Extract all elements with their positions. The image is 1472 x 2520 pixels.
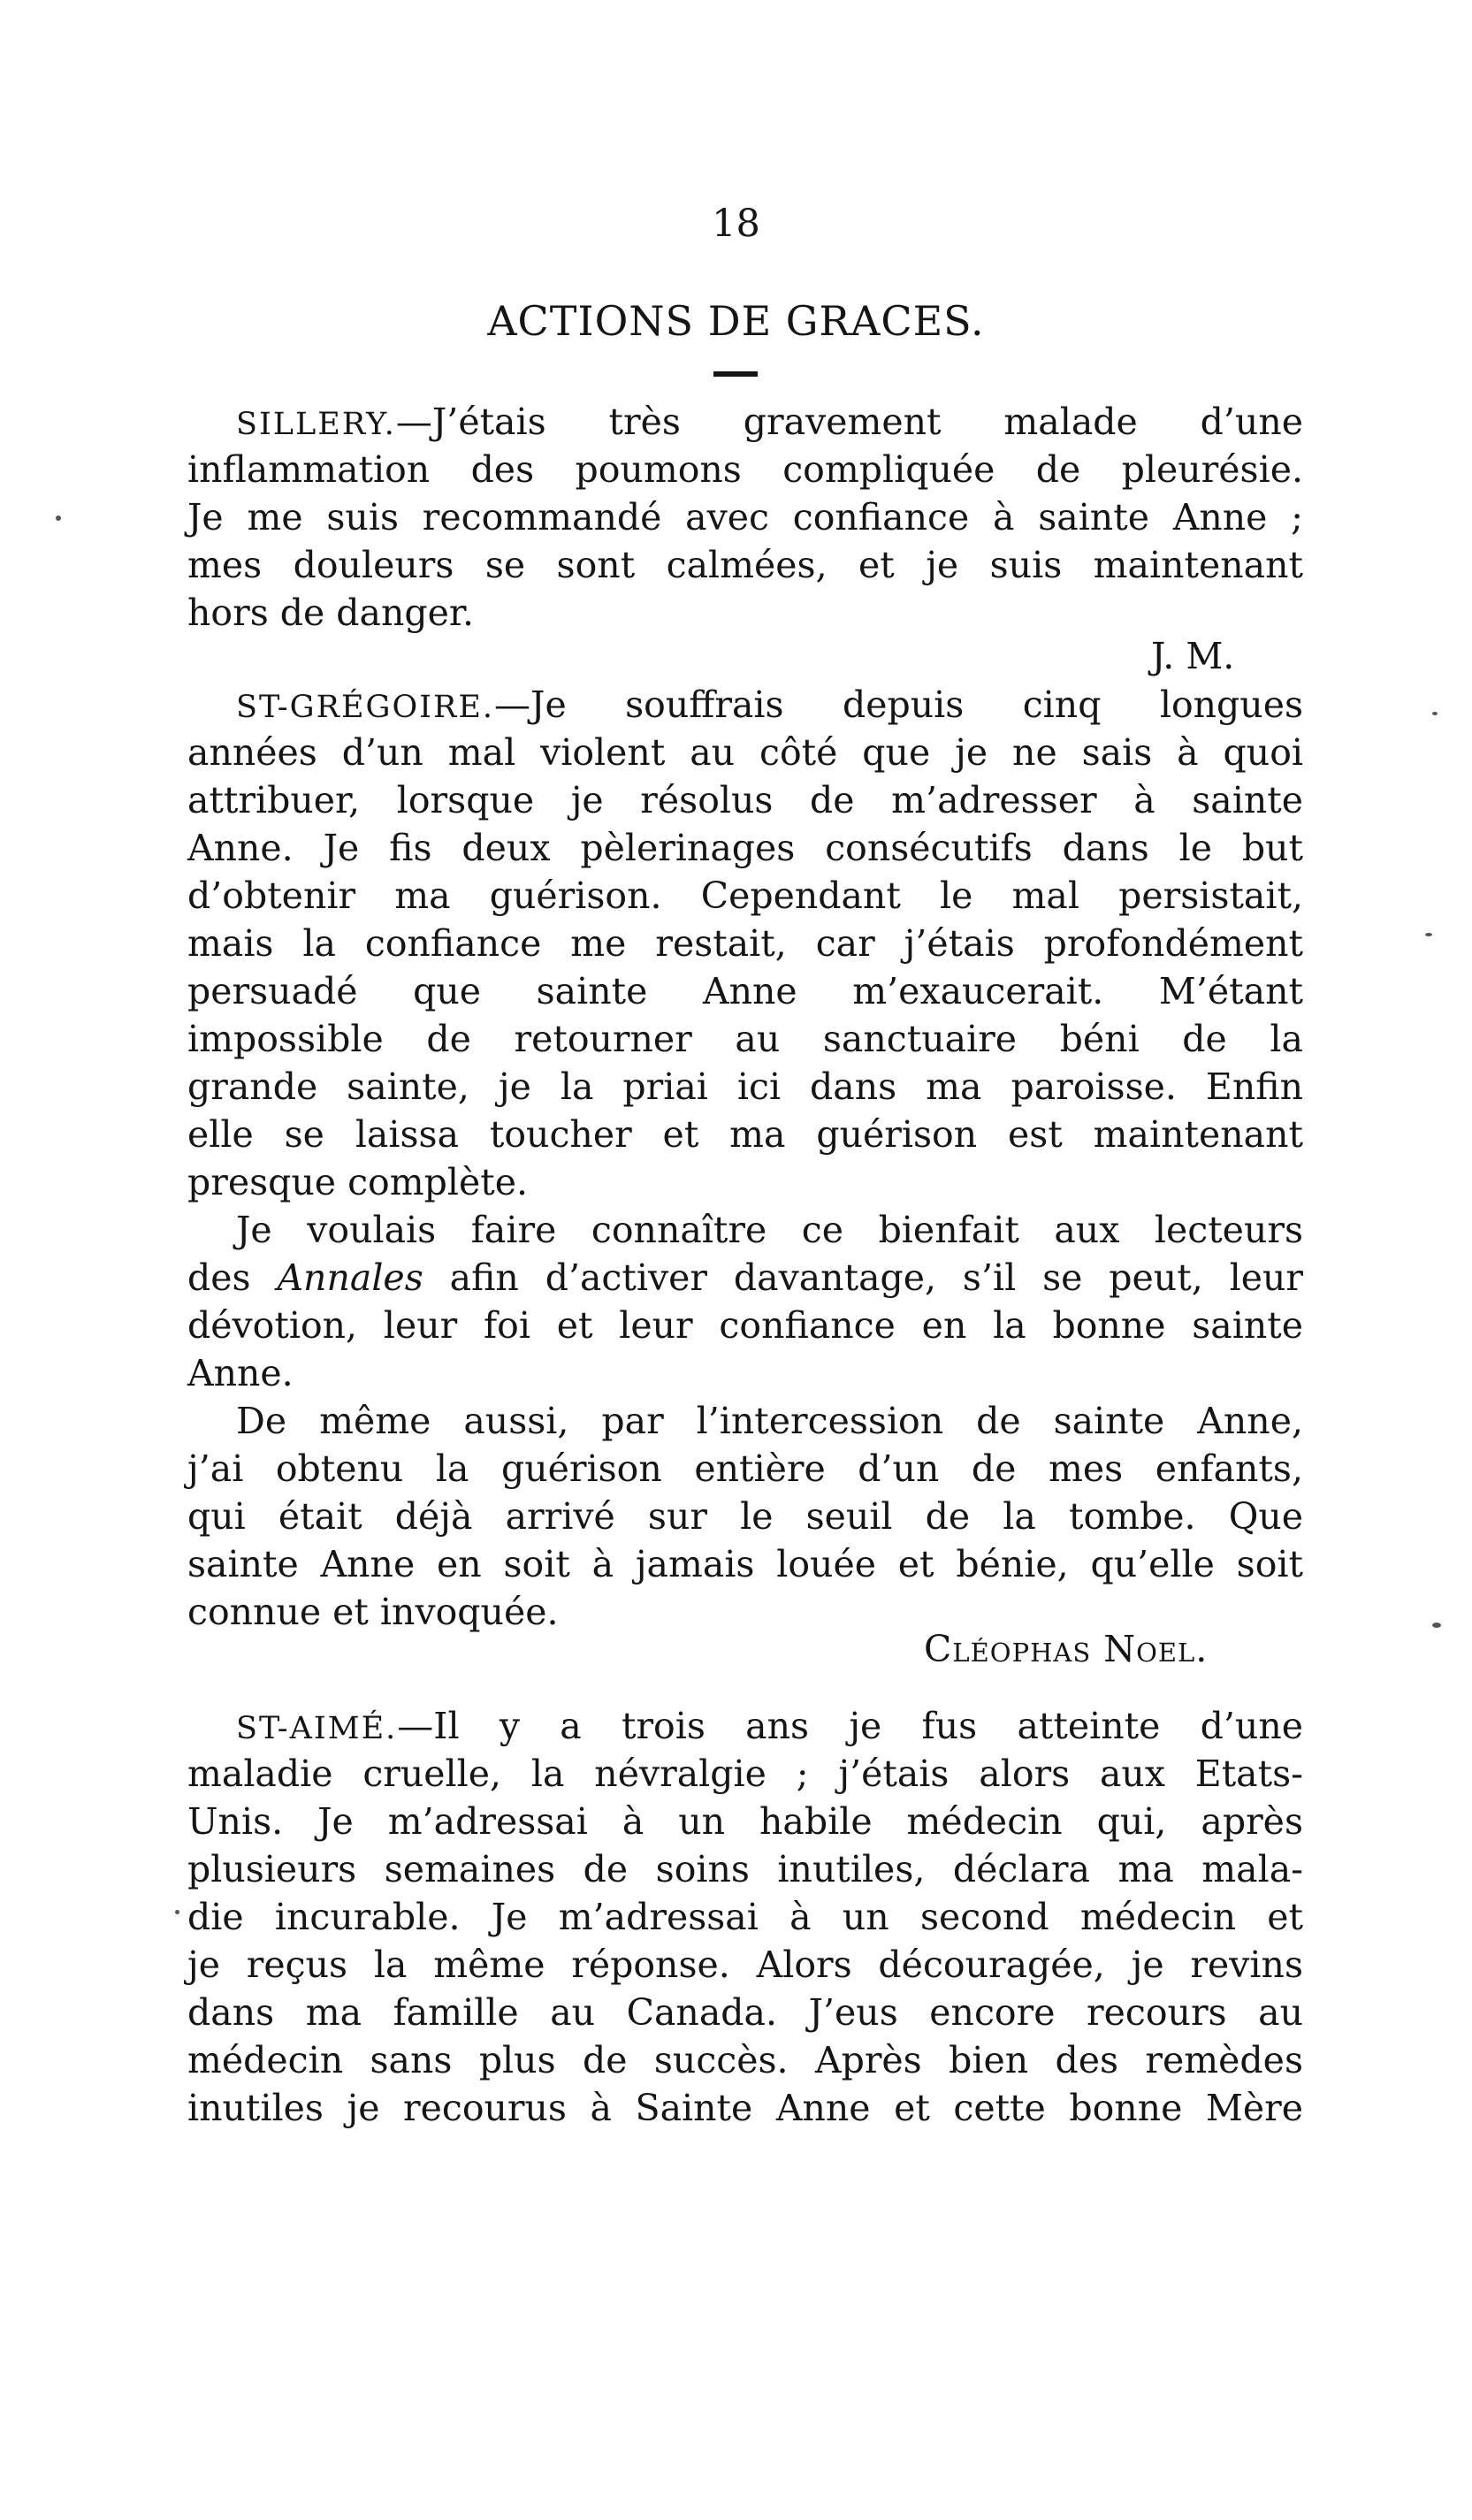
text-line: Je voulais faire connaître ce bienfait aux lecteurs [236, 1209, 1303, 1251]
text-line: inflammation des poumons compliquée de pleurésie. [187, 448, 1303, 491]
text-line: elle se laissa toucher et ma guérison est maintenant [187, 1113, 1303, 1156]
scan-speck [1425, 933, 1432, 936]
text-line: Anne. Je fis deux pèlerinages consécutifs dans le but [187, 827, 1303, 869]
text-line: d’obtenir ma guérison. Cependant le mal persistait, [187, 874, 1303, 917]
text-line: sainte Anne en soit à jamais louée et bénie, qu’elle soit [187, 1543, 1303, 1585]
text-line: hors de danger. [187, 592, 475, 634]
text-line: des Annales afin d’activer davantage, s’il se peut, leur [187, 1256, 1303, 1299]
text-line: Je me suis recommandé avec confiance à sainte Anne ; [187, 496, 1303, 538]
text-line: maladie cruelle, la névralgie ; j’étais alors aux Etats- [187, 1753, 1303, 1795]
text-line: connue et invoquée. [187, 1591, 559, 1633]
page-number: 18 [712, 202, 760, 246]
text-line: grande sainte, je la priai ici dans ma paroisse. Enfin [187, 1065, 1303, 1108]
text-line: ST-GRÉGOIRE.—Je souffrais depuis cinq longues [236, 683, 1303, 726]
scan-speck [56, 515, 61, 521]
text-line: attribuer, lorsque je résolus de m’adresser à sainte [187, 779, 1303, 821]
text-line: qui était déjà arrivé sur le seuil de la tombe. Que [187, 1495, 1303, 1538]
scan-speck [175, 1910, 179, 1914]
text-line: années d’un mal violent au côté que je ne sais à quoi [187, 731, 1303, 774]
text-line: persuadé que sainte Anne m’exaucerait. M’étant [187, 970, 1303, 1012]
place-name-sillery: SILLERY. [236, 407, 396, 442]
entry-st-gregoire [187, 681, 1303, 1636]
section-heading: ACTIONS DE GRACES. [487, 297, 985, 345]
text-line: SILLERY.—J’étais très gravement malade d’une [236, 401, 1303, 443]
text-line: mes douleurs se sont calmées, et je suis maintenant [187, 544, 1303, 586]
signature-cleophas-noel: Cléophas Noel. [924, 1628, 1209, 1670]
text-line: Anne. [187, 1352, 294, 1394]
entry-sillery [187, 398, 1303, 637]
place-name-st-gregoire: ST-GRÉGOIRE. [236, 690, 495, 725]
signature-jm: J. M. [1151, 635, 1235, 677]
scan-speck [1432, 712, 1438, 715]
text-line: j’ai obtenu la guérison entière d’un de mes enfants, [187, 1447, 1303, 1490]
annales-title: Annales [277, 1256, 423, 1299]
text-line: De même aussi, par l’intercession de sainte Anne, [236, 1400, 1303, 1442]
text-line: ST-AIMÉ.—Il y a trois ans je fus atteinte d’une [236, 1705, 1303, 1747]
text-line: mais la confiance me restait, car j’étais profondément [187, 922, 1303, 965]
heading-rule [713, 371, 758, 377]
text-line: dans ma famille au Canada. J’eus encore recours au [187, 1991, 1303, 2034]
entry-st-aime [187, 1702, 1303, 2132]
text-line: médecin sans plus de succès. Après bien des remèdes [187, 2039, 1303, 2081]
place-name-st-aime: ST-AIMÉ. [236, 1711, 398, 1746]
text-line: inutiles je recourus à Sainte Anne et cette bonne Mère [187, 2087, 1303, 2129]
text-line: die incurable. Je m’adressai à un second médecin et [187, 1896, 1303, 1938]
scan-speck [1432, 1623, 1441, 1628]
text-line: dévotion, leur foi et leur confiance en la bonne sainte [187, 1304, 1303, 1347]
text-line: impossible de retourner au sanctuaire béni de la [187, 1018, 1303, 1060]
text-line: presque complète. [187, 1161, 529, 1203]
text-line: plusieurs semaines de soins inutiles, déclara ma mala- [187, 1848, 1303, 1890]
text-line: Unis. Je m’adressai à un habile médecin qui, après [187, 1800, 1303, 1843]
text-line: je reçus la même réponse. Alors découragée, je revins [187, 1943, 1303, 1986]
